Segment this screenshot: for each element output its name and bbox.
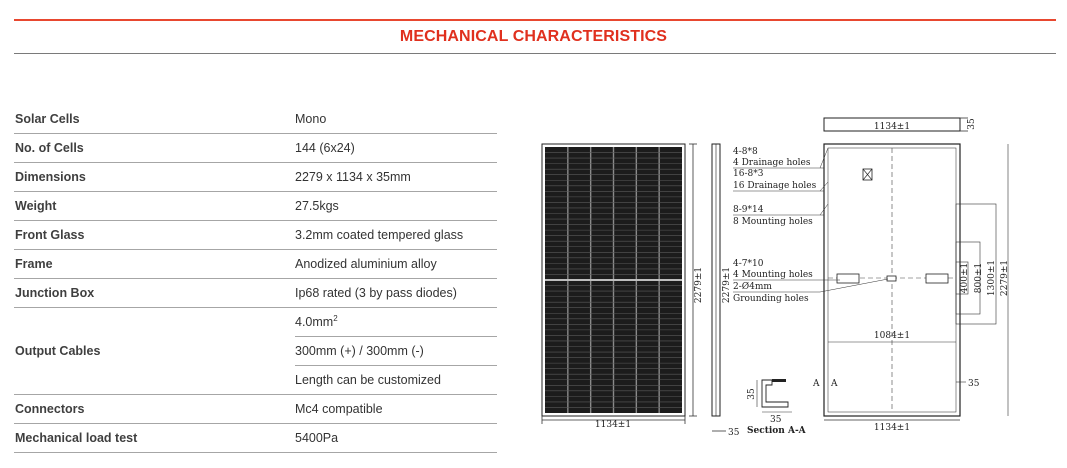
spec-label: No. of Cells — [14, 134, 295, 163]
back-right-depth-label: 35 — [968, 379, 980, 389]
spec-value — [295, 308, 497, 337]
dim-1300-label: 1300±1 — [987, 259, 997, 297]
header-bottom-rule — [14, 53, 1056, 54]
ground-holes-code: 2-Ø4mm — [733, 282, 772, 292]
side-depth-label: 35 — [728, 428, 740, 438]
drain-holes-1-desc: 4 Drainage holes — [733, 158, 811, 168]
header-top-rule — [14, 19, 1056, 21]
top-view — [824, 118, 977, 132]
front-height-label: 2279±1 — [694, 266, 704, 304]
dim-800-label: 800±1 — [974, 262, 984, 294]
spec-value: Mono — [295, 105, 497, 134]
section-mark-left: A — [813, 379, 820, 389]
section-title: MECHANICAL CHARACTERISTICS — [399, 28, 668, 45]
drain-holes-2-desc: 16 Drainage holes — [733, 181, 817, 191]
dim-400-label: 400±1 — [960, 262, 970, 294]
grounding-hole-mark — [887, 276, 896, 281]
spec-row-connectors — [14, 395, 497, 424]
top-depth-label: 35 — [967, 118, 977, 130]
section-profile — [762, 380, 788, 407]
spec-row-solar-cells — [14, 105, 497, 134]
section-a-a — [747, 379, 807, 436]
spec-label: Weight — [14, 192, 295, 221]
drain-holes-2-code: 16-8*3 — [733, 169, 764, 179]
front-width-label: 1134±1 — [594, 420, 632, 430]
front-view — [542, 144, 704, 430]
mount-holes-1-code: 8-9*14 — [733, 205, 764, 215]
top-width-label: 1134±1 — [873, 122, 911, 132]
spec-label: Solar Cells — [14, 105, 295, 134]
spec-row-front-glass — [14, 221, 497, 250]
spec-row-mechanical-load — [14, 424, 497, 453]
spec-row-output-cables-1 — [14, 308, 497, 337]
spec-value: 5400Pa — [295, 424, 497, 453]
drain-holes-1-code: 4-8*8 — [733, 147, 758, 157]
section-h-label: 35 — [747, 388, 757, 400]
back-width-label: 1134±1 — [873, 423, 911, 433]
module-technical-drawing — [530, 102, 1060, 442]
ground-holes-desc: Grounding holes — [733, 294, 809, 304]
spec-row-dimensions — [14, 163, 497, 192]
spec-value: Length can be customized — [295, 366, 497, 395]
spec-value: Ip68 rated (3 by pass diodes) — [295, 279, 497, 308]
spec-value: 300mm (+) / 300mm (-) — [295, 337, 497, 366]
spec-value: 27.5kgs — [295, 192, 497, 221]
spec-row-junction-box — [14, 279, 497, 308]
spec-label: Frame — [14, 250, 295, 279]
spec-label: Mechanical load test — [14, 424, 295, 453]
spec-value: 2279 x 1134 x 35mm — [295, 163, 497, 192]
spec-label: Front Glass — [14, 221, 295, 250]
section-label: Section A-A — [747, 426, 806, 436]
spec-row-weight — [14, 192, 497, 221]
dim-total-label: 2279±1 — [1000, 259, 1010, 297]
mounting-bracket-right — [926, 274, 948, 283]
spec-label: Junction Box — [14, 279, 295, 308]
mounting-bracket-left — [837, 274, 859, 283]
section-glass-edge — [772, 379, 786, 382]
mechanical-specs-table — [14, 105, 497, 453]
section-w-label: 35 — [770, 415, 782, 425]
spec-label: Connectors — [14, 395, 295, 424]
cable-section-superscript: 2 — [333, 314, 338, 324]
spec-label: Dimensions — [14, 163, 295, 192]
cable-section-text: 4.0mm — [295, 315, 334, 330]
spec-label-output-cables: Output Cables — [14, 308, 295, 395]
mount-holes-2-desc: 4 Mounting holes — [733, 270, 813, 280]
side-height-label: 2279±1 — [722, 266, 732, 304]
spec-value: Anodized aluminium alloy — [295, 250, 497, 279]
mount-holes-2-code: 4-7*10 — [733, 259, 764, 269]
spec-value: 3.2mm coated tempered glass — [295, 221, 497, 250]
mount-holes-1-desc: 8 Mounting holes — [733, 217, 813, 227]
spec-value: Mc4 compatible — [295, 395, 497, 424]
spec-row-no-of-cells — [14, 134, 497, 163]
spec-row-frame — [14, 250, 497, 279]
spec-value: 144 (6x24) — [295, 134, 497, 163]
section-mark-right: A — [831, 379, 838, 389]
back-right-dimensions — [956, 144, 1010, 416]
mount-spacing-label: 1084±1 — [873, 331, 911, 341]
